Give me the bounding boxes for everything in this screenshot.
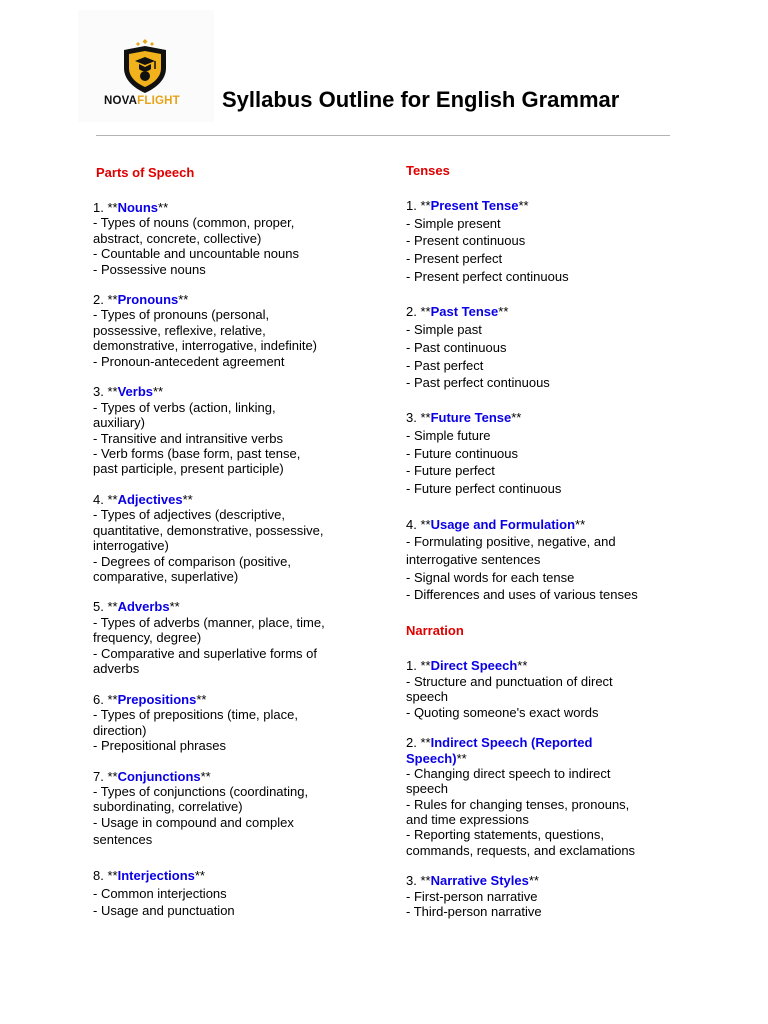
item-line: - Usage and punctuation [93,903,235,918]
item-line: - Rules for changing tenses, pronouns, [406,797,630,812]
item-line: frequency, degree) [93,630,202,645]
item-name-past-tense[interactable]: Past Tense [430,304,499,319]
item-prefix: 4. ** [406,517,431,532]
item-line: comparative, superlative) [93,569,239,584]
item-heading-indirect-speech-continued [406,751,467,766]
item-line: - Future perfect [406,463,495,478]
item-prefix: 8. ** [93,868,118,883]
item-line: - Past perfect continuous [406,375,550,390]
item-line: auxiliary) [93,415,146,430]
item-line: - Present continuous [406,233,526,248]
item-name-future-tense[interactable]: Future Tense [430,410,512,425]
item-name-indirect-speech[interactable]: Indirect Speech (Reported [430,735,593,750]
item-line: - Types of conjunctions (coordinating, [93,784,309,799]
item-prefix: 1. ** [406,658,431,673]
item-suffix: ** [196,692,207,707]
item-suffix: ** [200,769,211,784]
item-prefix: 4. ** [93,492,118,507]
item-line: interrogative) [93,538,169,553]
item-line: - Transitive and intransitive verbs [93,431,284,446]
item-line: - Common interjections [93,886,227,901]
item-suffix: ** [511,410,522,425]
item-line: - Comparative and superlative forms of [93,646,317,661]
section-title-parts-of-speech: Parts of Speech [96,165,195,180]
item-prefix: 5. ** [93,599,118,614]
item-line: commands, requests, and exclamations [406,843,636,858]
logo-text-gold: FLIGHT [137,95,180,107]
logo-shield-icon [118,38,172,96]
item-line: - Types of nouns (common, proper, [93,215,295,230]
item-line: adverbs [93,661,140,676]
item-line: - Types of verbs (action, linking, [93,400,276,415]
item-line: sentences [93,832,153,847]
item-name-verbs[interactable]: Verbs [117,384,153,399]
item-prefix: 3. ** [93,384,118,399]
item-heading-adverbs [93,599,180,614]
item-suffix: ** [528,873,539,888]
item-line: - Differences and uses of various tenses [406,587,638,602]
item-name-narrative-styles[interactable]: Narrative Styles [430,873,529,888]
item-name-interjections[interactable]: Interjections [117,868,195,883]
item-heading-verbs [93,384,163,399]
item-suffix: ** [169,599,180,614]
item-name-pronouns[interactable]: Pronouns [117,292,179,307]
item-name-conjunctions[interactable]: Conjunctions [117,769,201,784]
item-line: - Degrees of comparison (positive, [93,554,291,569]
item-heading-nouns [93,200,168,215]
section-title-narration: Narration [406,623,464,638]
item-prefix: 2. ** [406,304,431,319]
item-line: demonstrative, interrogative, indefinite) [93,338,318,353]
item-suffix: ** [498,304,509,319]
item-line: speech [406,689,448,704]
item-line: - Types of pronouns (personal, [93,307,270,322]
item-line: - Future continuous [406,446,519,461]
item-line: - Signal words for each tense [406,570,575,585]
item-suffix: ** [158,200,169,215]
item-prefix: 2. ** [406,735,431,750]
item-line: and time expressions [406,812,529,827]
item-prefix: 7. ** [93,769,118,784]
item-line: - Types of adjectives (descriptive, [93,507,285,522]
item-line: - Usage in compound and complex [93,815,294,830]
item-suffix: ** [456,751,467,766]
section-title-tenses: Tenses [406,163,450,178]
item-line: - Simple future [406,428,491,443]
item-line: - Possessive nouns [93,262,206,277]
item-line: subordinating, correlative) [93,799,243,814]
item-name-direct-speech[interactable]: Direct Speech [430,658,518,673]
item-heading-direct-speech [406,658,527,673]
item-heading-future-tense [406,410,521,425]
item-suffix: ** [518,198,529,213]
item-line: - Changing direct speech to indirect [406,766,611,781]
item-name-present-tense[interactable]: Present Tense [430,198,519,213]
item-line: - Formulating positive, negative, and [406,534,616,549]
item-prefix: 2. ** [93,292,118,307]
item-heading-prepositions [93,692,206,707]
item-line: past participle, present participle) [93,461,284,476]
item-line: direction) [93,723,147,738]
item-line: quantitative, demonstrative, possessive, [93,523,324,538]
item-heading-present-tense [406,198,529,213]
item-line: - Countable and uncountable nouns [93,246,299,261]
item-prefix: 1. ** [93,200,118,215]
item-name-indirect-speech-continued[interactable]: Speech) [406,751,457,766]
item-line: interrogative sentences [406,552,541,567]
item-heading-interjections [93,868,205,883]
item-name-prepositions[interactable]: Prepositions [117,692,197,707]
logo-wordmark [104,95,180,107]
item-suffix: ** [575,517,586,532]
logo-text-dark: NOVA [104,95,138,107]
item-line: possessive, reflexive, relative, [93,323,266,338]
item-heading-indirect-speech [406,735,592,750]
item-line: - Verb forms (base form, past tense, [93,446,301,461]
item-suffix: ** [153,384,164,399]
item-suffix: ** [182,492,193,507]
item-name-adverbs[interactable]: Adverbs [117,599,170,614]
item-heading-conjunctions [93,769,211,784]
item-line: - Future perfect continuous [406,481,562,496]
item-line: - Reporting statements, questions, [406,827,604,842]
item-line: - Third-person narrative [406,904,542,919]
item-line: speech [406,781,448,796]
item-line: - Quoting someone's exact words [406,705,599,720]
item-line: - Past perfect [406,358,484,373]
item-heading-past-tense [406,304,508,319]
item-suffix: ** [178,292,189,307]
item-prefix: 1. ** [406,198,431,213]
item-line: - Past continuous [406,340,507,355]
item-heading-adjectives [93,492,193,507]
item-line: - Simple present [406,216,501,231]
item-line: abstract, concrete, collective) [93,231,262,246]
item-line: - First-person narrative [406,889,538,904]
item-suffix: ** [194,868,205,883]
header-divider [96,135,670,136]
item-line: - Structure and punctuation of direct [406,674,613,689]
document-title: Syllabus Outline for English Grammar [222,87,620,112]
item-line: - Prepositional phrases [93,738,226,753]
item-line: - Pronoun-antecedent agreement [93,354,285,369]
item-line: - Present perfect continuous [406,269,569,284]
item-name-adjectives[interactable]: Adjectives [117,492,183,507]
item-heading-pronouns [93,292,188,307]
item-name-nouns[interactable]: Nouns [117,200,159,215]
item-line: - Simple past [406,322,482,337]
item-line: - Types of adverbs (manner, place, time, [93,615,325,630]
item-name-usage-and-formulation[interactable]: Usage and Formulation [430,517,576,532]
item-line: - Types of prepositions (time, place, [93,707,298,722]
item-heading-narrative-styles [406,873,539,888]
item-prefix: 6. ** [93,692,118,707]
item-prefix: 3. ** [406,873,431,888]
item-heading-usage-and-formulation [406,517,585,532]
item-prefix: 3. ** [406,410,431,425]
item-line: - Present perfect [406,251,503,266]
item-suffix: ** [517,658,528,673]
